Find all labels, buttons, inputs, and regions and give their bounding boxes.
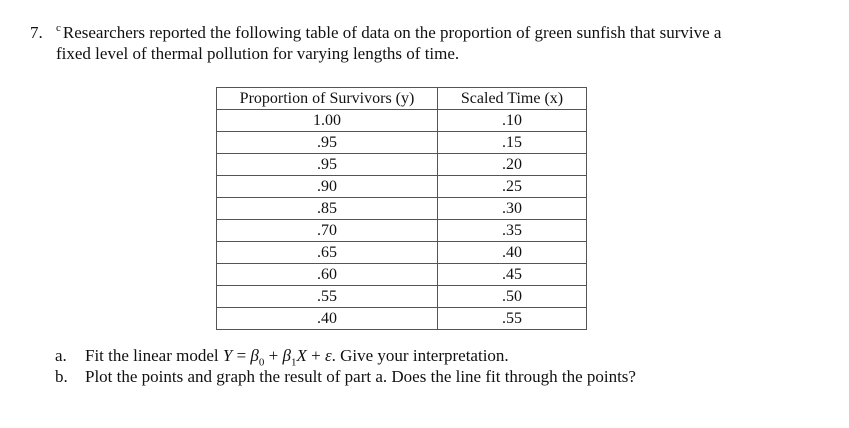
part-a-text [85, 345, 509, 369]
cell-proportion: .95 [217, 132, 438, 154]
eq-sub0: 0 [258, 356, 265, 369]
cell-proportion: .90 [217, 176, 438, 198]
table-row [217, 264, 587, 286]
cell-proportion: .95 [217, 154, 438, 176]
data-table [216, 87, 587, 330]
cell-time: .15 [438, 132, 587, 154]
part-b [55, 366, 636, 387]
eq-plus2: + [306, 346, 325, 365]
cell-proportion: .60 [217, 264, 438, 286]
cell-proportion: .65 [217, 242, 438, 264]
cell-time: .40 [438, 242, 587, 264]
part-a-post: . Give your interpretation. [331, 346, 509, 365]
eq-plus1: + [264, 346, 283, 365]
table-header-row [217, 88, 587, 110]
part-a-pre: Fit the linear model [85, 346, 223, 365]
cell-proportion: 1.00 [217, 110, 438, 132]
eq-y: Y [222, 346, 233, 365]
cell-time: .50 [438, 286, 587, 308]
cell-time: .45 [438, 264, 587, 286]
table-row [217, 242, 587, 264]
table-row [217, 176, 587, 198]
header-scaled-time: Scaled Time (x) [438, 88, 587, 110]
table-row [217, 110, 587, 132]
cell-time: .25 [438, 176, 587, 198]
cell-proportion: .55 [217, 286, 438, 308]
linear-model-equation [222, 346, 332, 369]
cell-time: .20 [438, 154, 587, 176]
eq-x: X [296, 346, 307, 365]
part-b-letter: b. [55, 367, 68, 386]
table-row [217, 308, 587, 330]
eq-epsilon: ε [324, 346, 332, 365]
cell-proportion: .85 [217, 198, 438, 220]
cell-time: .10 [438, 110, 587, 132]
eq-beta0: β [250, 346, 259, 365]
problem-text-line1: Researchers reported the following table of data on the proportion of green sunfish that survive a [62, 23, 722, 42]
cell-proportion: .70 [217, 220, 438, 242]
header-proportion-survivors: Proportion of Survivors (y) [217, 88, 438, 110]
problem-parts [55, 345, 636, 387]
problem-heading [30, 22, 830, 64]
part-a-letter: a. [55, 346, 67, 365]
table-row [217, 198, 587, 220]
eq-equals: = [232, 346, 251, 365]
table-row [217, 286, 587, 308]
eq-sub1: 1 [290, 356, 297, 369]
part-a [55, 345, 636, 369]
problem-text [56, 22, 830, 64]
cell-time: .30 [438, 198, 587, 220]
cell-time: .35 [438, 220, 587, 242]
source-marker: c [56, 22, 61, 35]
cell-proportion: .40 [217, 308, 438, 330]
cell-time: .55 [438, 308, 587, 330]
table-row [217, 154, 587, 176]
eq-beta1: β [282, 346, 291, 365]
problem-text-line2: fixed level of thermal pollution for varying lengths of time. [56, 44, 460, 63]
problem-statement [30, 22, 830, 64]
table-row [217, 220, 587, 242]
problem-number: 7. [30, 23, 43, 42]
part-b-text: Plot the points and graph the result of part a. Does the line fit through the points? [85, 367, 636, 386]
table-row [217, 132, 587, 154]
